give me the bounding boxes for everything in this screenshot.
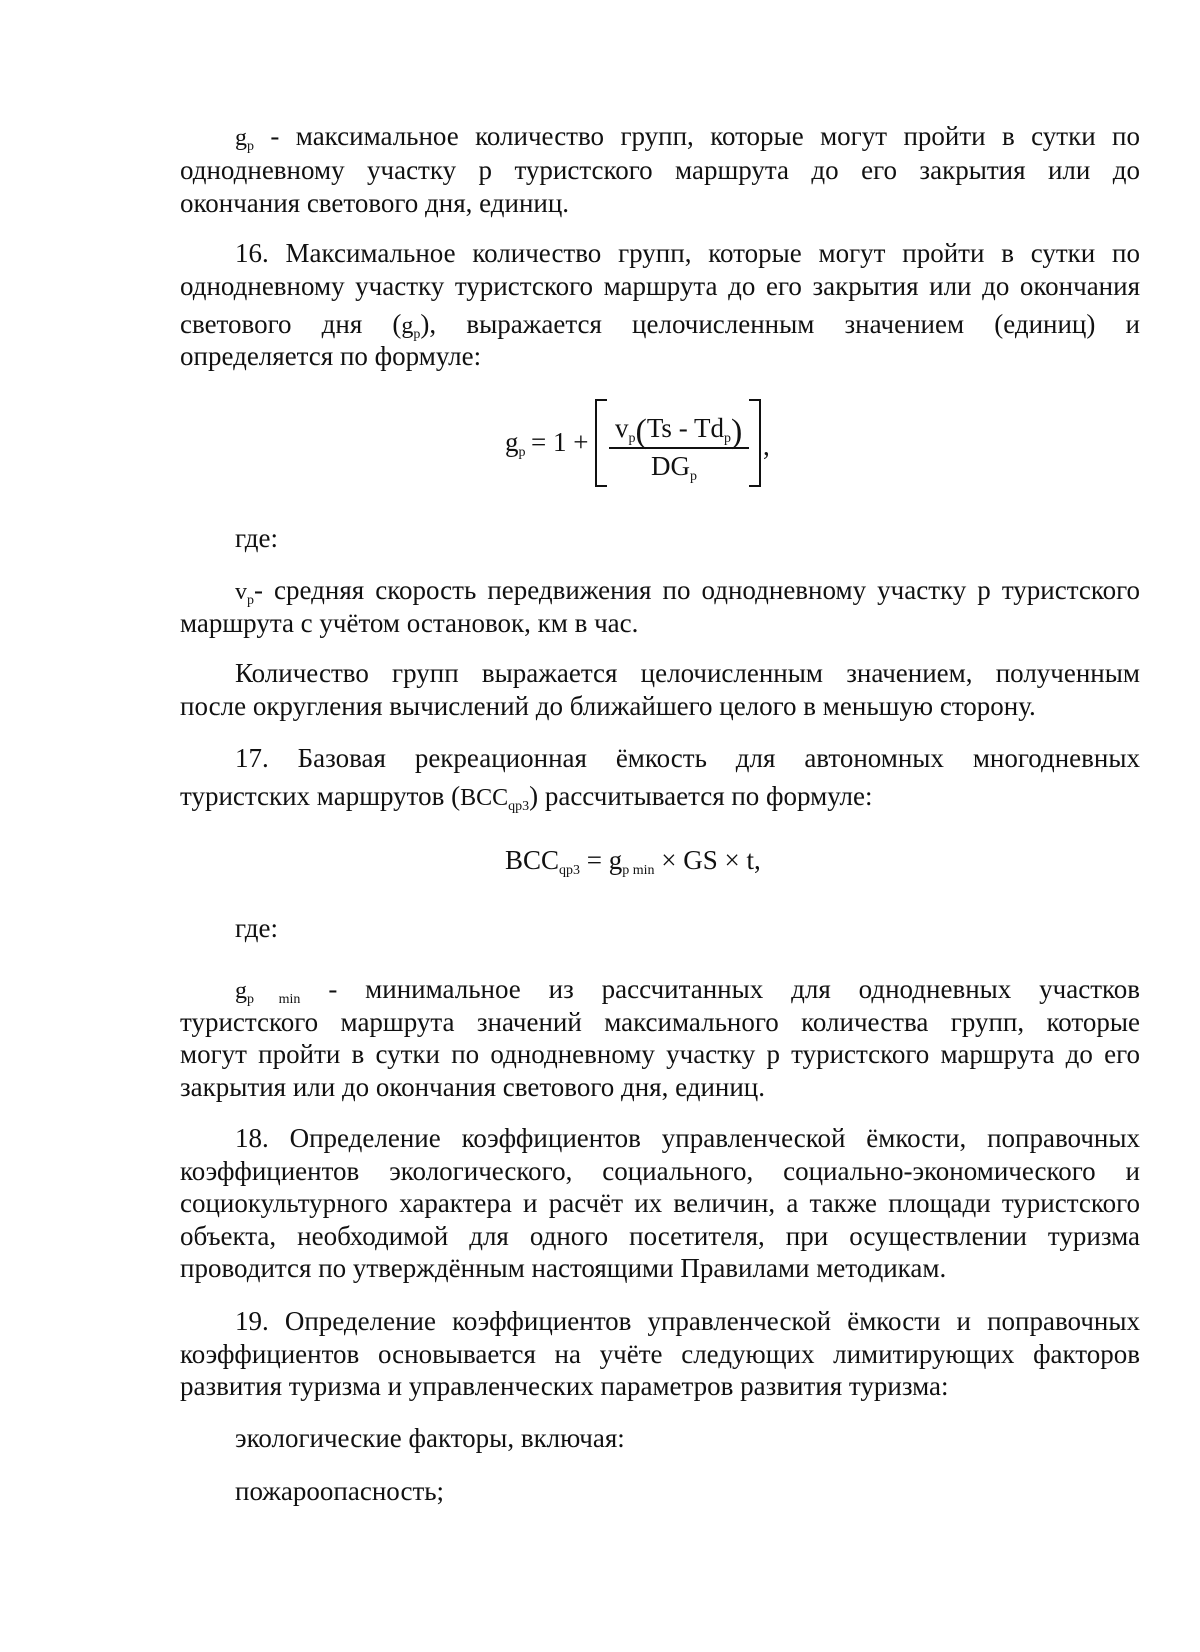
- formula-bcc: [505, 845, 775, 885]
- para-6-line-2: туристского маршрута значений максимального количества групп, которые: [180, 1007, 1140, 1037]
- para-2-line-2: однодневному участку туристского маршрута до его закрытия или до окончания: [180, 271, 1140, 301]
- formula-bcc-product: × GS × t,: [661, 845, 761, 875]
- where-label-1: где:: [235, 523, 278, 553]
- para-2-line-4: определяется по формуле:: [180, 341, 482, 371]
- formula-comma: ,: [763, 431, 770, 461]
- fraction-denominator: $DG_p$: [651, 451, 697, 484]
- para-7-line-1: 18. Определение коэффициентов управленческой ёмкости, поправочных: [235, 1123, 1140, 1153]
- formula-equals-one-plus: = 1 +: [531, 427, 589, 457]
- para-8-line-3: развития туризма и управленческих параметров развития туризма:: [180, 1371, 949, 1401]
- para-10: пожароопасность;: [235, 1476, 445, 1506]
- para-4-line-1: Количество групп выражается целочисленным значением, полученным: [235, 658, 1140, 688]
- symbol-bcc: $BCC_{qp3}$: [460, 785, 530, 814]
- para-7-line-4: объекта, необходимой для одного посетителя, при осуществлении туризма: [180, 1221, 1140, 1251]
- symbol-gp: $g_p$: [235, 125, 254, 154]
- formula-bcc-rhs: = $g_{p min}$: [586, 845, 655, 878]
- para-1-line-3: окончания светового дня, единиц.: [180, 188, 570, 218]
- formula-lhs: $g_p$: [505, 427, 526, 460]
- para-3-line-2: маршрута с учётом остановок, км в час.: [180, 608, 639, 638]
- para-1-line-2: однодневному участку р туристского маршрута до его закрытия или до: [180, 155, 1140, 185]
- right-floor-bracket: [749, 399, 761, 487]
- para-2-line-1: 16. Максимальное количество групп, которые могут пройти в сутки по: [235, 238, 1140, 268]
- para-8-line-2: коэффициентов основывается на учёте следующих лимитирующих факторов: [180, 1339, 1140, 1369]
- para-6-line-4: закрытия или до окончания светового дня, единиц.: [180, 1072, 765, 1102]
- fraction-bar: [609, 447, 749, 449]
- para-7-line-5: проводится по утверждённым настоящими Правилами методикам.: [180, 1253, 947, 1283]
- para-5-line-2: туристских маршрутов $(BCC_{qp3})$ рассчитывается по формуле:: [180, 781, 873, 814]
- symbol-gp: $g_p$: [401, 313, 421, 342]
- formula-bcc-lhs: $BCC_{qp3}$: [505, 845, 581, 878]
- fraction-numerator: $v_p(Ts - Td_p)$: [615, 413, 743, 450]
- left-floor-bracket: [595, 399, 607, 487]
- para-8-line-1: 19. Определение коэффициентов управленческой ёмкости и поправочных: [235, 1306, 1140, 1336]
- para-6-line-1: $g_{p min}$ - минимальное из рассчитанных для однодневных участков: [235, 974, 1141, 1007]
- symbol-gpmin: $g_{p min}$: [235, 978, 301, 1007]
- para-5-line-1: 17. Базовая рекреационная ёмкость для автономных многодневных: [235, 743, 1140, 773]
- para-7-line-2: коэффициентов экологического, социального, социально-экономического и: [180, 1156, 1140, 1186]
- para-1-line-1: $g_p$ - максимальное количество групп, которые могут пройти в сутки по: [235, 121, 1140, 154]
- formula-fraction: [609, 395, 749, 485]
- para-7-line-3: социокультурного характера и расчёт их величин, а также площади туристского: [180, 1188, 1140, 1218]
- where-label-2: где:: [235, 913, 278, 943]
- para-2-line-3: светового дня $(g_p)$, выражается целочисленным значением (единиц) и: [180, 309, 1140, 342]
- symbol-vp: $v_p$: [235, 579, 254, 608]
- para-3-line-1: $v_p-$ средняя скорость передвижения по однодневному участку р туристского: [235, 575, 1140, 608]
- para-9: экологические факторы, включая:: [235, 1423, 625, 1453]
- para-4-line-2: после округления вычислений до ближайшего целого в меньшую сторону.: [180, 691, 1036, 721]
- formula-gp: [505, 395, 775, 495]
- para-6-line-3: могут пройти в сутки по однодневному участку р туристского маршрута до его: [180, 1039, 1140, 1069]
